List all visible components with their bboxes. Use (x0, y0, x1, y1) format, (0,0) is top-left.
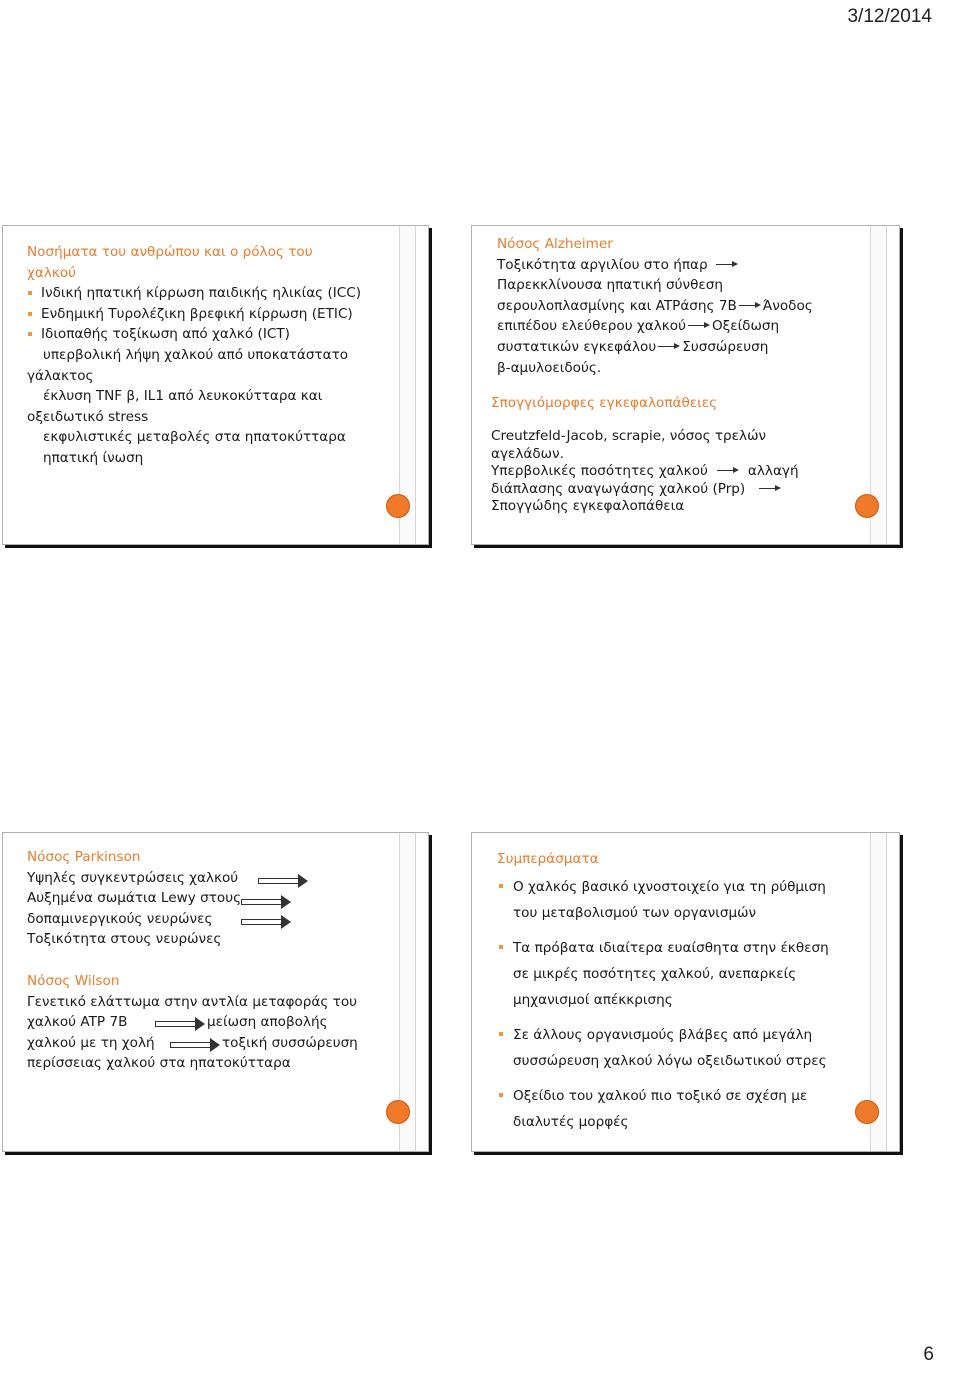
text: χαλκού με τη χολή (27, 1034, 155, 1051)
text: μηχανισμοί απέκκρισης (513, 991, 673, 1008)
text: συστατικών εγκεφάλου (497, 338, 657, 355)
text: Σπογγώδης εγκεφαλοπάθεια (491, 498, 685, 514)
slide-alzheimer (471, 225, 900, 545)
text: χαλκού ATP 7B (27, 1014, 128, 1031)
text: Τα πρόβατα ιδιαίτερα ευαίσθητα στην έκθεση (513, 939, 829, 956)
page-date: 3/12/2014 (847, 6, 932, 27)
arrow-icon (739, 301, 761, 311)
text: Συσσώρευση (682, 338, 769, 355)
text: αλλαγή (747, 463, 799, 479)
orange-dot-icon (855, 494, 879, 518)
block-arrow-icon (170, 1039, 220, 1051)
text: β-αμυλοειδούς. (497, 359, 602, 376)
slide-conclusions (471, 832, 900, 1152)
conclusion-item (497, 1022, 829, 1074)
arrow-icon (658, 342, 680, 352)
text: περίσσειας χαλκού στα ηπατοκύτταρα (27, 1055, 291, 1072)
block-arrow-icon (258, 875, 308, 887)
text: δοπαμινεργικούς νευρώνες (27, 910, 213, 927)
text: Άνοδος (762, 297, 813, 314)
text: Οξείδωση (711, 318, 780, 335)
sub-line: εκφυλιστικές μεταβολές στα ηπατοκύτταρα (43, 429, 346, 446)
arrow-icon (688, 321, 710, 331)
text: Γενετικό ελάττωμα στην αντλία μεταφοράς του (27, 993, 358, 1010)
bullet-item: Ινδική ηπατική κίρρωση παιδικής ηλικίας (ICC) (27, 283, 361, 304)
orange-dot-icon (386, 494, 410, 518)
slide-title: Νόσος Wilson (27, 972, 120, 989)
text: του μεταβολισμού των οργανισμών (513, 904, 757, 921)
conclusion-item (497, 935, 829, 1013)
sub-line: οξειδωτικό stress (27, 408, 149, 425)
text: Σε άλλους οργανισμούς βλάβες από μεγάλη (513, 1026, 813, 1043)
bullet-item: Ιδιοπαθής τοξίκωση από χαλκό (ICT) (27, 324, 361, 345)
orange-dot-icon (855, 1100, 879, 1124)
text: Τοξικότητα αργιλίου στο ήπαρ (497, 256, 708, 273)
text: Οξείδιο του χαλκού πιο τοξικό σε σχέση με (513, 1087, 808, 1104)
conclusion-item (497, 1083, 829, 1135)
bullet-item: Ενδημική Τυρολέζικη βρεφική κίρρωση (ETIC) (27, 304, 361, 325)
block-arrow-icon (155, 1018, 205, 1030)
sub-line: υπερβολική λήψη χαλκού από υποκατάστατο (43, 346, 349, 363)
slide-parkinson-wilson (2, 832, 429, 1152)
text: Υψηλές συγκεντρώσεις χαλκού (27, 869, 239, 886)
arrow-icon (717, 466, 739, 476)
arrow-icon (759, 484, 781, 494)
slide-title: Νοσήματα του ανθρώπου και ο ρόλος του (27, 244, 313, 260)
text: Αυξημένα σωμάτια Lewy στους (27, 890, 242, 907)
text: συσσώρευση χαλκού λόγω οξειδωτικού στρες (513, 1052, 827, 1069)
text: Τοξικότητα στους νευρώνες (27, 931, 222, 948)
text: μείωση αποβολής (207, 1014, 328, 1031)
slide-title: Νόσος Parkinson (27, 849, 141, 865)
text: σε μικρές ποσότητες χαλκού, ανεπαρκείς (513, 965, 797, 982)
text: τοξική συσσώρευση (222, 1034, 358, 1051)
conclusion-item (497, 874, 829, 926)
block-arrow-icon (241, 896, 291, 908)
text: διάπλασης αναγωγάσης χαλκού (Prp) (491, 480, 746, 497)
arrow-icon (716, 260, 738, 270)
slide-copy-diseases (2, 225, 429, 545)
slide-title: Συμπεράσματα (497, 851, 599, 867)
text: Ο χαλκός βασικό ιχνοστοιχείο για τη ρύθμιση (513, 878, 826, 895)
sub-line: έκλυση TNF β, IL1 από λευκοκύτταρα και (43, 388, 323, 405)
text: διαλυτές μορφές (513, 1113, 629, 1130)
sub-line: γάλακτος (27, 367, 94, 384)
orange-dot-icon (386, 1100, 410, 1124)
block-arrow-icon (241, 916, 291, 928)
text: επιπέδου ελεύθερου χαλκού (497, 318, 686, 335)
slide-title-cont: χαλκού (27, 264, 77, 281)
slide-subtitle: Σπογγιόμορφες εγκεφαλοπάθειες (491, 395, 718, 411)
page-number: 6 (923, 1344, 934, 1365)
slide-title: Νόσος Alzheimer (497, 236, 613, 252)
text: Παρεκκλίνουσα ηπατική σύνθεση (497, 277, 723, 294)
text: Υπερβολικές ποσότητες χαλκού (491, 463, 708, 479)
text: σερουλοπλασμίνης και ATPάσης 7B (497, 297, 737, 314)
text: Creutzfeld-Jacob, scrapie, νόσος τρελών (491, 428, 767, 444)
text: αγελάδων. (491, 445, 564, 462)
sub-line: ηπατική ίνωση (43, 449, 144, 466)
